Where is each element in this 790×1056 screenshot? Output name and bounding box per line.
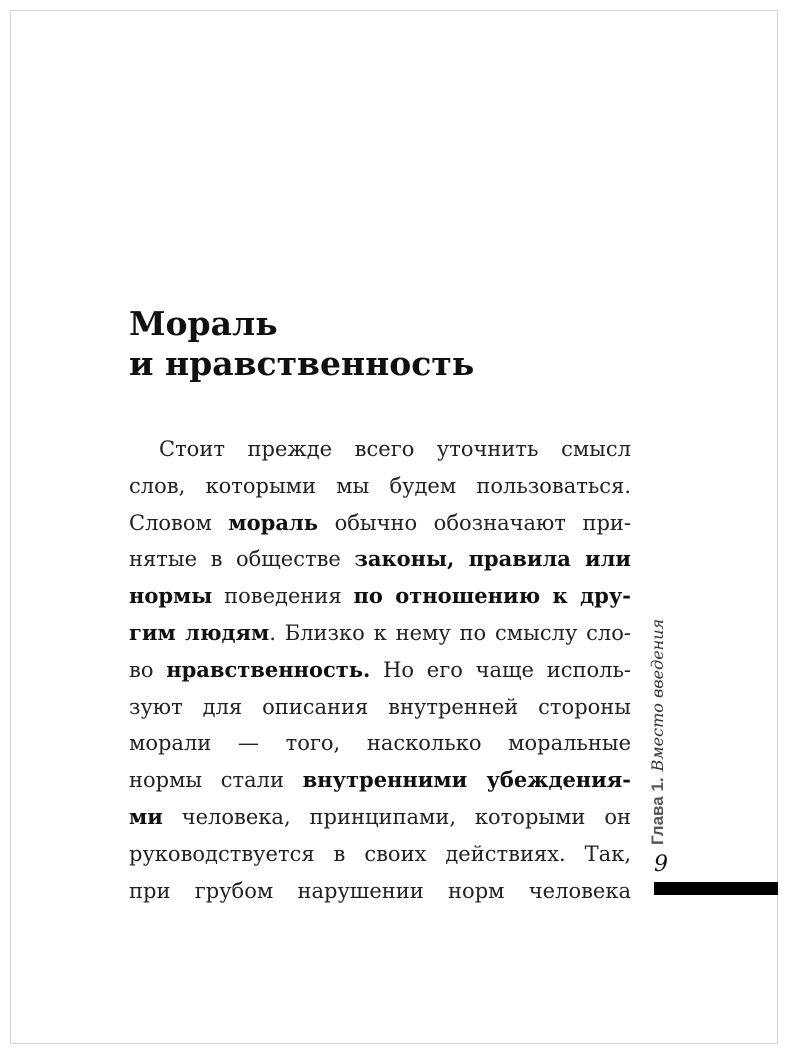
text-run: нятые в обществе xyxy=(129,547,355,572)
text-line xyxy=(129,505,631,542)
text-line xyxy=(129,725,631,762)
text-run: руководствуется в своих действиях. Так, xyxy=(129,841,631,866)
text-run: Стоит прежде всего уточнить смысл xyxy=(159,437,631,461)
text-run: при грубом нарушении норм человека xyxy=(129,878,631,903)
section-label: Вместо введения xyxy=(648,618,667,772)
text-run: человека, принципами, которыми он xyxy=(162,804,631,829)
page-number: 9 xyxy=(654,852,668,877)
bold-term: нравственность. xyxy=(166,656,371,682)
text-run: во xyxy=(129,657,167,682)
text-line xyxy=(129,431,631,468)
text-run: слов, которыми мы будем пользоваться. xyxy=(129,473,631,498)
bold-term: мораль xyxy=(228,509,319,535)
bold-term: гим людям xyxy=(129,619,270,645)
text-run: . Близко к нему по смыслу сло- xyxy=(269,620,631,645)
text-line xyxy=(129,836,631,873)
bold-term: законы, правила или xyxy=(354,546,631,572)
text-run: обычно обозначают при- xyxy=(318,510,631,535)
text-run: Но его чаще исполь- xyxy=(370,657,631,682)
chapter-label: Глава 1. xyxy=(648,777,667,845)
text-line xyxy=(129,652,631,689)
heading-line-2: и нравственность xyxy=(129,344,475,383)
bold-term: ми xyxy=(129,803,163,829)
text-line xyxy=(129,615,631,652)
body-paragraph xyxy=(129,431,631,909)
text-line xyxy=(129,762,631,799)
section-heading xyxy=(129,304,649,384)
text-run: зуют для описания внутренней стороны xyxy=(129,694,631,719)
text-line xyxy=(129,689,631,726)
text-line xyxy=(129,541,631,578)
bold-term: нормы xyxy=(129,583,213,609)
text-run: поведения xyxy=(212,584,354,609)
text-run: Словом xyxy=(129,510,229,535)
text-line xyxy=(129,578,631,615)
heading-line-1: Мораль xyxy=(129,304,278,343)
bold-term: по отношению к дру- xyxy=(353,583,631,609)
page-marker-bar xyxy=(654,882,778,895)
bold-term: внутренними убеждения- xyxy=(302,767,631,793)
text-run: морали — того, насколько моральные xyxy=(129,731,631,756)
text-line xyxy=(129,873,631,910)
text-run: нормы стали xyxy=(129,768,303,793)
text-line xyxy=(129,799,631,836)
text-line xyxy=(129,468,631,505)
running-head xyxy=(648,619,668,845)
